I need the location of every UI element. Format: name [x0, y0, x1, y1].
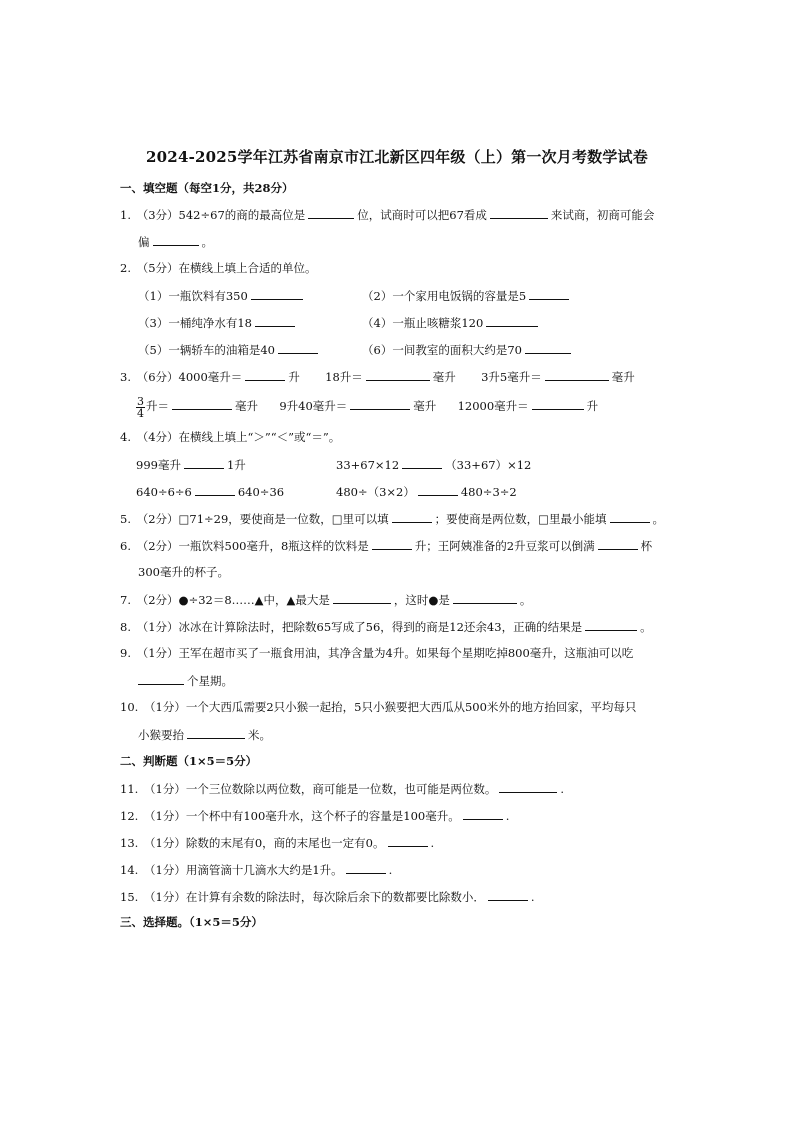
- q3-text-a: 3. （6分）4000毫升＝: [120, 370, 243, 384]
- q3-text-l: 升: [586, 399, 599, 413]
- q3-text-j: 毫升: [413, 399, 437, 413]
- question-7: [120, 591, 531, 608]
- q13-blank[interactable]: [388, 834, 428, 847]
- q3-text-d: 毫升: [432, 370, 456, 384]
- q3-text-b: 升: [288, 370, 300, 384]
- question-1: [120, 206, 654, 223]
- q4-compare-1: [136, 456, 246, 473]
- q2-item-3: [138, 314, 298, 331]
- fraction-three-quarters: [136, 396, 145, 419]
- q1-text-c: 来试商，初商可能会: [550, 208, 655, 222]
- question-13: [120, 834, 434, 851]
- q4-compare-2: [336, 456, 531, 473]
- section2-heading: 二、判断题（1×5＝5分）: [120, 754, 258, 768]
- q2-item-3-text: （3）一桶纯净水有18: [138, 316, 252, 330]
- q12-text: 12. （1分）一个杯中有100毫升水，这个杯子的容量是100毫升。: [120, 809, 460, 823]
- q8-text-a: 8. （1分）冰冰在计算除法时，把除数65写成了56，得到的商是12还余43，正确的结果是: [120, 620, 583, 634]
- q10-text-c: 米。: [248, 728, 271, 742]
- q4-d-right: 480÷3÷2: [460, 485, 517, 499]
- exam-title: 2024-2025学年江苏省南京市江北新区四年级（上）第一次月考数学试卷: [146, 148, 648, 166]
- q8-text-b: 。: [640, 620, 652, 634]
- question-10-cont: [138, 726, 271, 743]
- q6-text-b: 升；王阿姨准备的2升豆浆可以倒满: [414, 539, 595, 553]
- q2-item-2-text: （2）一个家用电饭锅的容量是5: [362, 289, 527, 303]
- q1-text-e: 。: [201, 235, 213, 249]
- q10-text-b: 小猴要抬: [138, 728, 184, 742]
- q2-blank-6[interactable]: [525, 341, 571, 354]
- q1-blank-1[interactable]: [308, 206, 354, 219]
- q6-blank-1[interactable]: [372, 537, 412, 550]
- q8-blank-1[interactable]: [585, 618, 637, 631]
- q4-compare-4: [336, 483, 517, 500]
- q12-blank[interactable]: [463, 807, 503, 820]
- q7-text-a: 7. （2分）●÷32＝8……▲中，▲最大是: [120, 593, 330, 607]
- q1-text-b: 位，试商时可以把67看成: [357, 208, 487, 222]
- q12-end: .: [505, 809, 510, 823]
- q10-blank-1[interactable]: [187, 726, 245, 739]
- section1-heading: 一、填空题（每空1分，共28分）: [120, 181, 294, 195]
- q5-text-b: ；要使商是两位数，□里最小能填: [434, 512, 607, 526]
- q1-blank-2[interactable]: [490, 206, 548, 219]
- question-8: [120, 618, 652, 635]
- q7-text-b: ，这时●是: [393, 593, 450, 607]
- q2-item-1: [138, 287, 306, 304]
- question-6: [120, 537, 652, 554]
- q3-blank-5[interactable]: [350, 397, 410, 410]
- q7-blank-2[interactable]: [453, 591, 517, 604]
- q11-end: .: [560, 782, 565, 796]
- q2-blank-2[interactable]: [529, 287, 569, 300]
- q2-blank-4[interactable]: [486, 314, 538, 327]
- q2-item-4: [362, 314, 541, 331]
- question-14: [120, 861, 392, 878]
- q3-blank-3[interactable]: [545, 368, 609, 381]
- q4-compare-3: [136, 483, 284, 500]
- question-10: 10. （1分）一个大西瓜需要2只小猴一起抬，5只小猴要把大西瓜从500米外的地方抬回家，平均每只: [120, 700, 637, 714]
- q2-item-1-text: （1）一瓶饮料有350: [138, 289, 248, 303]
- q4-c-right: 640÷36: [237, 485, 285, 499]
- q3-blank-1[interactable]: [245, 368, 285, 381]
- q4-c-left: 640÷6÷6: [136, 485, 192, 499]
- q1-text-a: 1. （3分）542÷67的商的最高位是: [120, 208, 306, 222]
- q15-text: 15. （1分）在计算有余数的除法时，每次除后余下的数都要比除数小．: [120, 890, 485, 904]
- q3-blank-4[interactable]: [172, 397, 232, 410]
- question-15: [120, 888, 535, 905]
- question-9: 9. （1分）王军在超市买了一瓶食用油，其净含量为4升。如果每个星期吃掉800毫升，这瓶油可以吃: [120, 646, 634, 660]
- question-4: 4. （4分）在横线上填上“＞”“＜”或“＝”。: [120, 430, 341, 444]
- question-5: [120, 510, 664, 527]
- q9-text-b: 个星期。: [187, 674, 233, 688]
- q4-a-left: 999毫升: [136, 458, 181, 472]
- q1-text-d: 偏: [138, 235, 150, 249]
- frac-denominator: 4: [137, 406, 144, 420]
- q1-blank-3[interactable]: [153, 233, 199, 246]
- q4-d-left: 480÷（3×2）: [336, 485, 415, 499]
- q2-item-4-text: （4）一瓶止咳糖浆120: [362, 316, 484, 330]
- section3-heading: 三、选择题。（1×5＝5分）: [120, 915, 263, 929]
- q5-text-a: 5. （2分）□71÷29，要使商是一位数，□里可以填: [120, 512, 389, 526]
- question-3-cont: [136, 394, 598, 419]
- q6-blank-2[interactable]: [598, 537, 638, 550]
- q3-text-i: 9升40毫升＝: [279, 399, 348, 413]
- q4-a-right: 1升: [226, 458, 246, 472]
- q4-b-left: 33+67×12: [336, 458, 400, 472]
- q2-item-2: [362, 287, 572, 304]
- q2-blank-5[interactable]: [278, 341, 318, 354]
- q5-blank-2[interactable]: [610, 510, 650, 523]
- q3-text-e: 3升5毫升＝: [481, 370, 542, 384]
- q5-text-c: 。: [652, 512, 665, 526]
- q14-blank[interactable]: [346, 861, 386, 874]
- q15-blank[interactable]: [488, 888, 528, 901]
- q4-blank-2[interactable]: [402, 456, 442, 469]
- q6-text-c: 杯: [640, 539, 653, 553]
- q2-item-6-text: （6）一间教室的面积大约是70: [362, 343, 522, 357]
- question-3: [120, 368, 635, 385]
- q13-end: .: [430, 836, 435, 850]
- q3-text-g: 升＝: [146, 399, 169, 413]
- question-1-cont: [138, 233, 213, 250]
- question-11: [120, 780, 564, 797]
- q4-blank-1[interactable]: [184, 456, 224, 469]
- q2-blank-1[interactable]: [251, 287, 303, 300]
- q6-text-a: 6. （2分）一瓶饮料500毫升，8瓶这样的饮料是: [120, 539, 369, 553]
- q14-end: .: [388, 863, 393, 877]
- q15-end: .: [530, 890, 535, 904]
- q14-text: 14. （1分）用滴管滴十几滴水大约是1升。: [120, 863, 343, 877]
- frac-numerator: 3: [137, 394, 144, 408]
- q3-text-c: 18升＝: [325, 370, 363, 384]
- q11-text: 11. （1分）一个三位数除以两位数，商可能是一位数，也可能是两位数。: [120, 782, 497, 796]
- q3-text-f: 毫升: [611, 370, 635, 384]
- q9-blank-1[interactable]: [138, 672, 184, 685]
- q7-text-c: 。: [519, 593, 532, 607]
- q2-blank-3[interactable]: [255, 314, 295, 327]
- q2-item-6: [362, 341, 574, 358]
- q7-blank-1[interactable]: [333, 591, 391, 604]
- q4-b-right: （33+67）×12: [445, 458, 532, 472]
- q3-blank-2[interactable]: [366, 368, 430, 381]
- question-2: 2. （5分）在横线上填上合适的单位。: [120, 261, 317, 275]
- q4-blank-3[interactable]: [195, 483, 235, 496]
- question-9-cont: [138, 672, 233, 689]
- q3-text-k: 12000毫升＝: [457, 399, 529, 413]
- q11-blank[interactable]: [499, 780, 557, 793]
- q2-item-5-text: （5）一辆轿车的油箱是40: [138, 343, 275, 357]
- q4-blank-4[interactable]: [418, 483, 458, 496]
- q3-blank-6[interactable]: [532, 397, 584, 410]
- q5-blank-1[interactable]: [392, 510, 432, 523]
- question-6-cont: 300毫升的杯子。: [138, 565, 229, 579]
- question-12: [120, 807, 509, 824]
- q3-text-h: 毫升: [235, 399, 258, 413]
- q13-text: 13. （1分）除数的末尾有0，商的末尾也一定有0。: [120, 836, 385, 850]
- q2-item-5: [138, 341, 321, 358]
